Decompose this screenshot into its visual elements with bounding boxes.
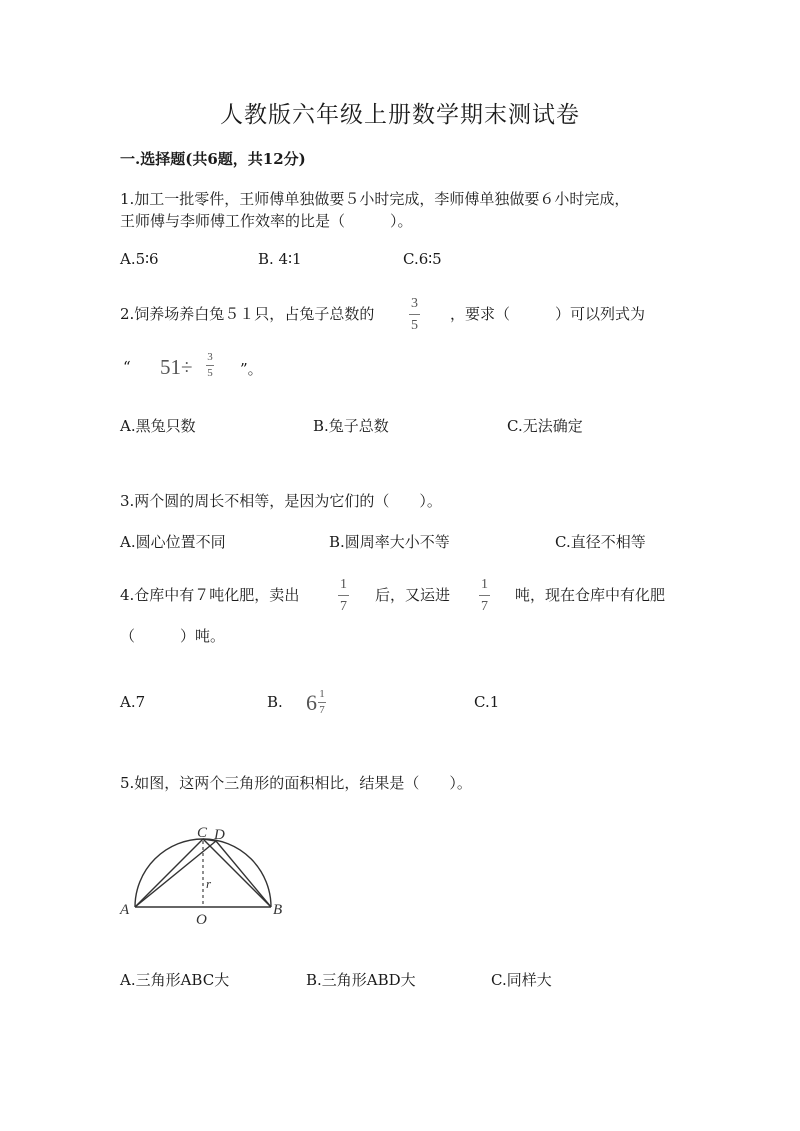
point-c-label: C: [197, 825, 208, 841]
question-3-option-a: A.圆心位置不同: [120, 533, 226, 551]
point-d-label: D: [214, 827, 225, 843]
question-4-option-b-integer: 6: [306, 690, 317, 715]
question-2-expression: 51÷: [160, 355, 193, 379]
question-4-option-b-fraction: [318, 689, 326, 716]
fraction-numerator: 3: [207, 351, 213, 363]
fraction-denominator: 7: [319, 704, 325, 716]
question-2-quote-open: “: [123, 358, 131, 376]
question-1-line-2: 王师傅与李师傅工作效率的比是（ ）。: [120, 212, 413, 230]
section-heading: 一.选择题(共6题，共12分): [120, 150, 306, 168]
fraction-numerator: 1: [481, 577, 488, 592]
question-4-fraction-2: [479, 577, 490, 614]
point-a-label: A: [120, 902, 130, 918]
question-4-line-2: （ ）吨。: [120, 627, 226, 645]
fraction-bar: [479, 595, 490, 596]
fraction-bar: [338, 595, 349, 596]
fraction-bar: [206, 365, 214, 366]
fraction-denominator: 5: [411, 318, 418, 333]
question-2-option-b: B.兔子总数: [313, 417, 389, 435]
question-1-option-b: B. 4∶1: [258, 250, 302, 268]
question-1-option-a: A.5∶6: [120, 250, 159, 268]
point-b-label: B: [273, 902, 283, 918]
question-1-line-1: 1.加工一批零件，王师傅单独做要５小时完成，李师傅单独做要６小时完成，: [120, 190, 630, 208]
question-5-option-b: B.三角形ABD大: [306, 971, 416, 989]
question-2-expression-fraction: [206, 352, 214, 379]
fraction-bar: [409, 314, 420, 315]
question-4-fraction-1: [338, 577, 349, 614]
question-3-option-b: B.圆周率大小不等: [329, 533, 450, 551]
segment-cb: [203, 839, 271, 907]
fraction-denominator: 5: [207, 367, 213, 379]
semicircle-triangle-figure: [118, 820, 298, 930]
question-2-text-after: ，要求（ ）可以列式为: [450, 305, 646, 323]
radius-label: r: [206, 876, 212, 891]
fraction-bar: [318, 702, 326, 703]
question-5-text: 5.如图，这两个三角形的面积相比，结果是（ ）。: [120, 774, 472, 792]
point-o-label: O: [196, 912, 207, 928]
question-5-option-a: A.三角形ABC大: [120, 971, 230, 989]
question-4-option-b: B.: [267, 693, 283, 711]
question-4-text-middle: 后，又运进: [375, 586, 451, 604]
fraction-denominator: 7: [340, 599, 347, 614]
segment-ad: [135, 841, 216, 907]
question-1-option-c: C.6∶5: [403, 250, 442, 268]
question-2-text: 2.饲养场养白兔５１只，占兔子总数的: [120, 305, 375, 323]
question-4-option-a: A.7: [120, 693, 146, 711]
fraction-numerator: 1: [319, 688, 325, 700]
question-4-text: 4.仓库中有７吨化肥，卖出: [120, 586, 300, 604]
fraction-numerator: 1: [340, 577, 347, 592]
question-3-option-c: C.直径不相等: [555, 533, 646, 551]
question-4-option-c: C.1: [474, 693, 500, 711]
fraction-denominator: 7: [481, 599, 488, 614]
question-5-option-c: C.同样大: [491, 971, 552, 989]
page-title: 人教版六年级上册数学期末测试卷: [220, 102, 580, 128]
question-2-option-a: A.黑兔只数: [120, 417, 196, 435]
question-3-text: 3.两个圆的周长不相等，是因为它们的（ ）。: [120, 492, 442, 510]
question-4-text-end: 吨，现在仓库中有化肥: [515, 586, 666, 604]
fraction-numerator: 3: [411, 296, 418, 311]
question-2-option-c: C.无法确定: [507, 417, 583, 435]
segment-ac: [135, 839, 203, 907]
question-2-fraction: [409, 296, 420, 333]
question-2-quote-close: ”。: [240, 360, 263, 378]
